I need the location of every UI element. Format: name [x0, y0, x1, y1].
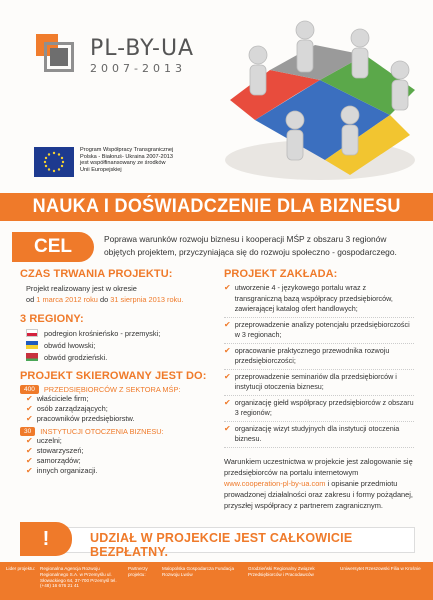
- check-icon: ✔: [26, 436, 33, 445]
- cel-text: Poprawa warunków rozwoju biznesu i kooperacji MŚP z obszaru 3 regionów objętych projektem, przyczyniająca się do rozwoju społeczno - gospodarczego.: [104, 234, 397, 257]
- left-column: [20, 268, 220, 476]
- list-item: ✔ właściciele firm;: [26, 394, 89, 403]
- partner-2: Grodzieński Regionalny Związek Przedsiębiorców i Pracodawców: [248, 566, 315, 577]
- logo-title: PL-BY-UA: [90, 36, 195, 61]
- group1-heading: 400 PRZEDSIĘBIORCÓW Z SEKTORA MŚP:: [20, 385, 220, 394]
- free-text: UDZIAŁ W PROJEKCIE JEST CAŁKOWICIE BEZPŁATNY.: [90, 531, 353, 559]
- exclamation-icon: !: [20, 522, 72, 556]
- cel-badge: CEL: [12, 232, 94, 262]
- footer: [0, 562, 433, 600]
- portal-link[interactable]: www.cooperation-pl-by-ua.com: [224, 478, 326, 488]
- eu-flag-icon: [34, 147, 74, 177]
- check-icon: ✔: [26, 414, 33, 423]
- lider-label: Lider projektu:: [6, 566, 36, 571]
- czas-text: Projekt realizowany jest w okresie od 1 marca 2012 roku do 31 sierpnia 2013 roku.: [26, 284, 184, 304]
- warunek-text: Warunkiem uczestnictwa w projekcie jest zalogowanie się przedsiębiorców na portalu internetowym www.cooperation-pl-by-ua.com i opisanie przedmiotu prowadzonej działalności oraz zakresu i formy pożądanej, przyszłej współpracy z partnerem zagranicznym.: [224, 456, 413, 510]
- lider-text: Regionalna Agencja Rozwoju Regionalnego S.A. w Przemyślu ul. Słowackiego 64, 37-700 Przemyśl tel. (+48) 16 676 21 41: [40, 566, 117, 589]
- list-item: ✔ pracowników przedsiębiorstw.: [26, 414, 135, 423]
- check-icon: ✔: [224, 345, 231, 355]
- list-item: ✔ przeprowadzenie seminariów dla przedsiębiorców i instytucji otoczenia biznesu;: [224, 372, 414, 396]
- puzzle-illustration: [200, 10, 430, 190]
- right-column: [224, 268, 414, 511]
- list-item: ✔ organizację wizyt studyjnych dla instytucji otoczenia biznesu.: [224, 424, 414, 448]
- ukraine-flag-icon: [26, 341, 38, 349]
- partners-label: Partnerzy projektu:: [128, 566, 148, 577]
- logo-icon: [36, 34, 80, 78]
- main-banner: [0, 193, 433, 221]
- partner-3: Uniwersytet Rzeszowski Filia w Krośnie: [340, 566, 421, 571]
- check-icon: ✔: [26, 394, 33, 403]
- group2-heading: 30 INSTYTUCJI OTOCZENIA BIZNESU:: [20, 427, 220, 436]
- list-item: ✔ opracowanie praktycznego przewodnika rozwoju przedsiębiorczości;: [224, 346, 414, 370]
- skierowany-heading: PROJEKT SKIEROWANY JEST DO:: [20, 370, 207, 382]
- czas-heading: CZAS TRWANIA PROJEKTU:: [20, 268, 173, 280]
- list-item: ✔ uczelni;: [26, 436, 62, 445]
- list-item: ✔ osób zarządzających;: [26, 404, 108, 413]
- logo-years: 2007-2013: [90, 62, 186, 75]
- list-item: ✔ przeprowadzenie analizy potencjału przedsiębiorczości w 3 regionach;: [224, 320, 414, 344]
- check-icon: ✔: [26, 446, 33, 455]
- belarus-flag-icon: [26, 353, 38, 361]
- list-item: ✔ stowarzyszeń;: [26, 446, 84, 455]
- region-item: obwód lwowski;: [26, 340, 220, 350]
- program-info: Program Współpracy Transgranicznej Polska - Białoruś- Ukraina 2007-2013 jest współfinansowany ze środków Unii Europejskiej: [80, 147, 174, 173]
- list-item: ✔ samorządów;: [26, 456, 81, 465]
- check-icon: ✔: [224, 397, 231, 407]
- region-item: podregion krośnieńsko - przemyski;: [26, 328, 220, 338]
- banner-title: NAUKA I DOŚWIADCZENIE DLA BIZNESU: [32, 196, 401, 217]
- region-item: obwód grodzieński.: [26, 352, 220, 362]
- zaklada-heading: PROJEKT ZAKŁADA:: [224, 268, 338, 280]
- check-icon: ✔: [224, 319, 231, 329]
- list-item: ✔ innych organizacji.: [26, 466, 98, 475]
- list-item: ✔ organizację giełd współpracy przedsiębiorców z obszaru 3 regionów;: [224, 398, 414, 422]
- check-icon: ✔: [224, 371, 231, 381]
- check-icon: ✔: [224, 423, 231, 433]
- poland-flag-icon: [26, 329, 38, 337]
- regiony-heading: 3 REGIONY:: [20, 313, 84, 325]
- list-item: ✔ utworzenie 4 - językowego portalu wraz z transgraniczną bazą współpracy przedsiębiorców, zawierającej katalog ofert handlowych;: [224, 283, 414, 318]
- check-icon: ✔: [26, 466, 33, 475]
- check-icon: ✔: [26, 456, 33, 465]
- check-icon: ✔: [224, 283, 231, 292]
- check-icon: ✔: [26, 404, 33, 413]
- partner-1: Malopolska Gospodarcza Fundacja Rozwoju Lwów: [162, 566, 235, 577]
